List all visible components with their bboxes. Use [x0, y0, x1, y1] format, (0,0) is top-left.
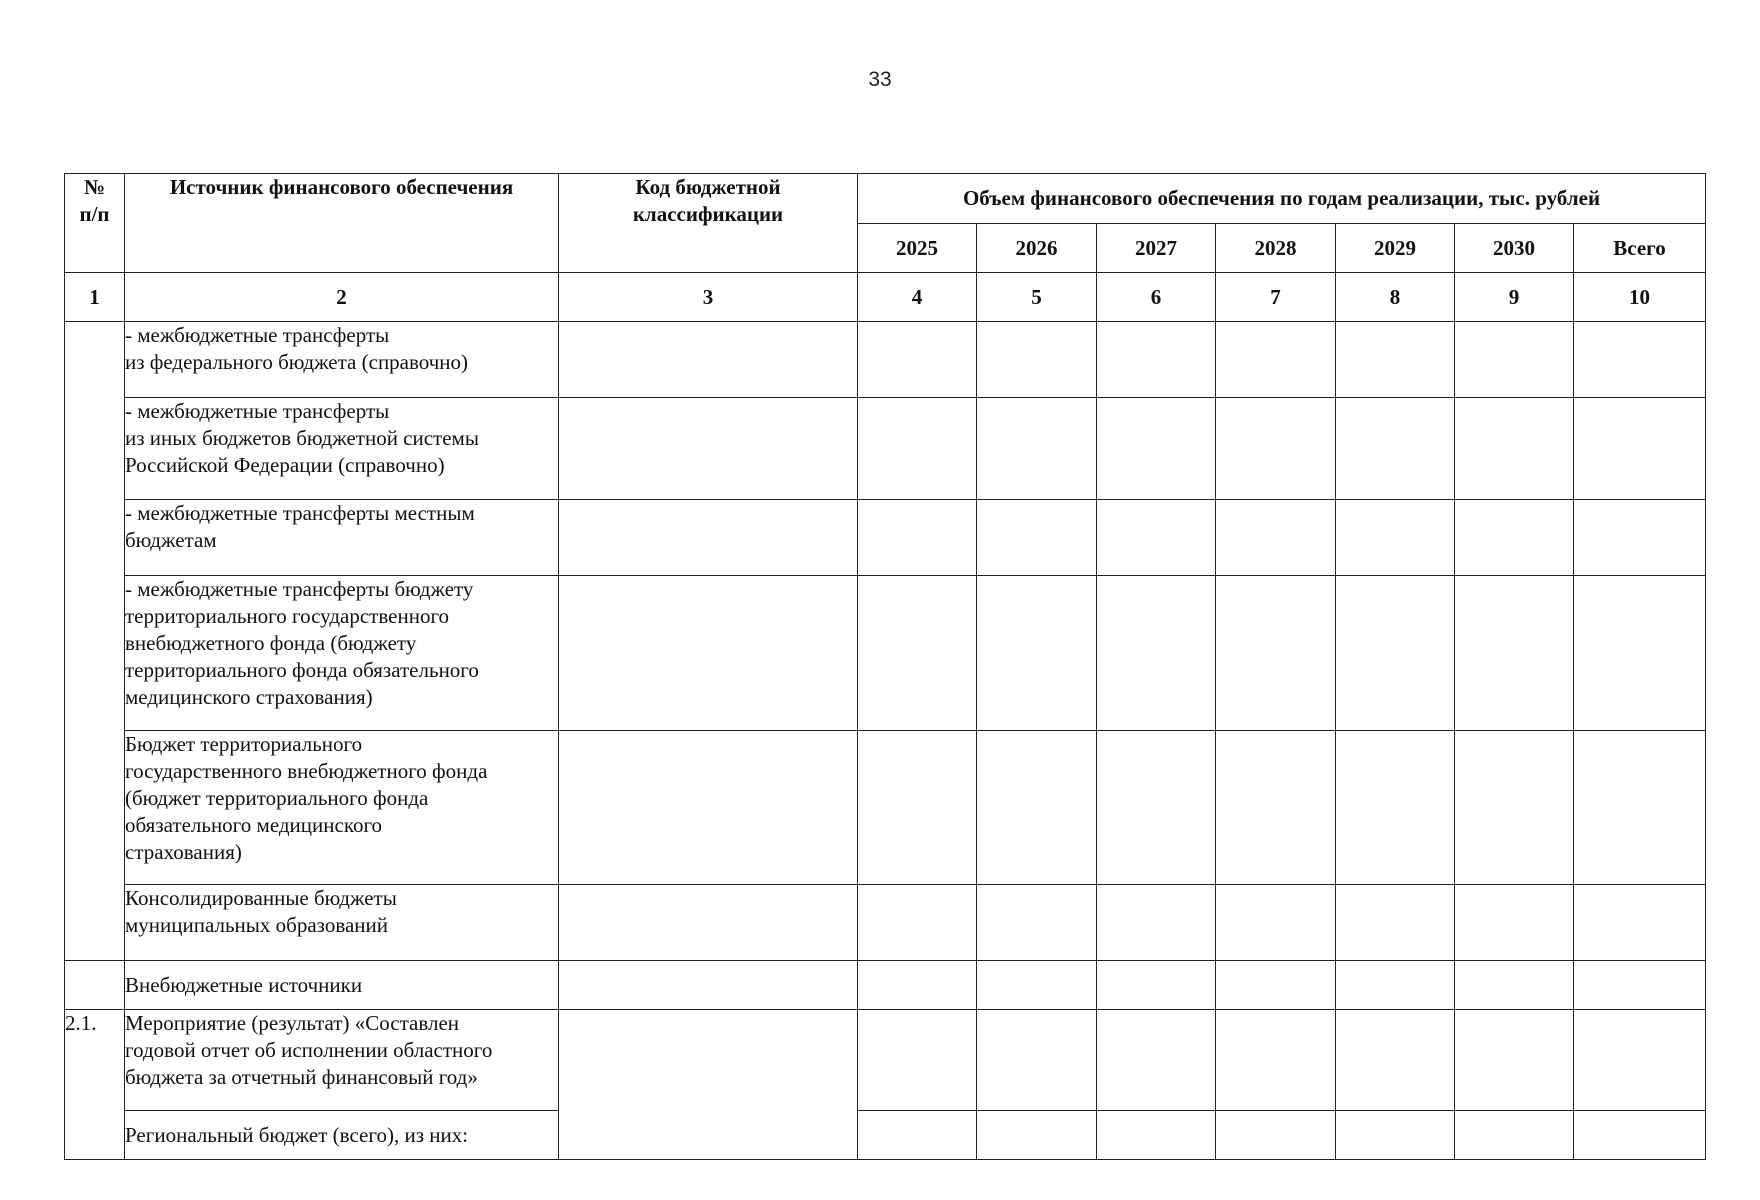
code-cell — [559, 1010, 858, 1160]
row-index-cell — [65, 961, 125, 1010]
value-cell-2029 — [1336, 885, 1455, 961]
source-line: - межбюджетные трансферты местным — [125, 501, 475, 525]
value-cell-2029 — [1336, 500, 1455, 576]
source-cell — [125, 398, 559, 500]
source-line: территориального фонда обязательного — [125, 658, 479, 682]
value-cell-total — [1574, 1111, 1706, 1160]
code-cell — [559, 576, 858, 731]
code-cell — [559, 885, 858, 961]
header-source: Источник финансового обеспечения — [125, 174, 559, 273]
source-line: муниципальных образований — [125, 913, 388, 937]
value-cell-total — [1574, 961, 1706, 1010]
financing-table — [64, 173, 1706, 1160]
value-cell-2030 — [1455, 322, 1574, 398]
row-index-cell: 2.1. — [65, 1010, 125, 1160]
header-code — [559, 174, 858, 273]
column-number: 10 — [1574, 273, 1706, 322]
value-cell-2028 — [1216, 731, 1336, 885]
value-cell-2027 — [1097, 398, 1216, 500]
code-cell — [559, 961, 858, 1010]
value-cell-2028 — [1216, 1111, 1336, 1160]
value-cell-2029 — [1336, 731, 1455, 885]
code-cell — [559, 398, 858, 500]
value-cell-2030 — [1455, 885, 1574, 961]
source-line: Консолидированные бюджеты — [125, 886, 397, 910]
header-code-line: классификации — [632, 202, 784, 226]
header-index-line: № — [83, 175, 106, 199]
source-line: бюджета за отчетный финансовый год» — [125, 1065, 478, 1089]
table-row — [65, 500, 1706, 576]
header-volume: Объем финансового обеспечения по годам реализации, тыс. рублей — [858, 174, 1706, 224]
value-cell-2027 — [1097, 1111, 1216, 1160]
value-cell-2025 — [858, 322, 977, 398]
value-cell-2025 — [858, 398, 977, 500]
value-cell-2030 — [1455, 731, 1574, 885]
source-cell — [125, 500, 559, 576]
source-line: - межбюджетные трансферты бюджету — [125, 577, 474, 601]
source-line: Внебюджетные источники — [125, 972, 363, 997]
column-number: 6 — [1097, 273, 1216, 322]
table-row — [65, 731, 1706, 885]
value-cell-2025 — [858, 1010, 977, 1111]
source-line: Региональный бюджет (всего), из них: — [125, 1122, 469, 1147]
source-line: бюджетам — [125, 528, 217, 552]
value-cell-2027 — [1097, 731, 1216, 885]
value-cell-total — [1574, 322, 1706, 398]
value-cell-2027 — [1097, 1010, 1216, 1111]
table-row — [65, 576, 1706, 731]
header-row-top — [65, 174, 1706, 224]
value-cell-2030 — [1455, 1010, 1574, 1111]
column-number: 1 — [65, 273, 125, 322]
value-cell-total — [1574, 885, 1706, 961]
value-cell-2028 — [1216, 885, 1336, 961]
table-row — [65, 885, 1706, 961]
source-cell — [125, 885, 559, 961]
source-line: (бюджет территориального фонда — [125, 786, 429, 810]
source-cell — [125, 1111, 559, 1160]
value-cell-2028 — [1216, 961, 1336, 1010]
source-line: территориального государственного — [125, 604, 450, 628]
source-line: страхования) — [125, 840, 242, 864]
value-cell-2028 — [1216, 576, 1336, 731]
source-line: - межбюджетные трансферты — [125, 323, 390, 347]
column-number-row — [65, 273, 1706, 322]
column-number: 2 — [125, 273, 559, 322]
source-line: обязательного медицинского — [125, 813, 383, 837]
table-row — [65, 322, 1706, 398]
header-year-2028: 2028 — [1216, 224, 1336, 273]
code-cell — [559, 731, 858, 885]
value-cell-2028 — [1216, 398, 1336, 500]
value-cell-2030 — [1455, 961, 1574, 1010]
value-cell-2028 — [1216, 322, 1336, 398]
value-cell-2026 — [977, 1010, 1097, 1111]
value-cell-2027 — [1097, 576, 1216, 731]
value-cell-2026 — [977, 885, 1097, 961]
source-line: Российской Федерации (справочно) — [125, 453, 445, 477]
table-row — [65, 1010, 1706, 1111]
page-number: 33 — [868, 68, 892, 91]
value-cell-2026 — [977, 398, 1097, 500]
source-cell — [125, 1010, 559, 1111]
source-line: - межбюджетные трансферты — [125, 399, 390, 423]
code-cell — [559, 500, 858, 576]
value-cell-2029 — [1336, 322, 1455, 398]
value-cell-2026 — [977, 322, 1097, 398]
source-line: государственного внебюджетного фонда — [125, 759, 488, 783]
value-cell-2025 — [858, 576, 977, 731]
table-row — [65, 961, 1706, 1010]
value-cell-2025 — [858, 885, 977, 961]
value-cell-2029 — [1336, 576, 1455, 731]
header-total: Всего — [1574, 224, 1706, 273]
source-cell — [125, 322, 559, 398]
value-cell-2030 — [1455, 398, 1574, 500]
value-cell-2025 — [858, 731, 977, 885]
source-line: Мероприятие (результат) «Составлен — [125, 1011, 460, 1035]
table-row — [65, 398, 1706, 500]
value-cell-2026 — [977, 961, 1097, 1010]
header-index-line: п/п — [79, 202, 110, 226]
source-line: из иных бюджетов бюджетной системы — [125, 426, 479, 450]
row-index-cell — [65, 322, 125, 961]
value-cell-2029 — [1336, 1010, 1455, 1111]
value-cell-2027 — [1097, 961, 1216, 1010]
source-line: годовой отчет об исполнении областного — [125, 1038, 493, 1062]
value-cell-total — [1574, 500, 1706, 576]
value-cell-2029 — [1336, 398, 1455, 500]
column-number: 5 — [977, 273, 1097, 322]
source-cell — [125, 576, 559, 731]
value-cell-2030 — [1455, 576, 1574, 731]
value-cell-2025 — [858, 1111, 977, 1160]
value-cell-2027 — [1097, 322, 1216, 398]
value-cell-2026 — [977, 731, 1097, 885]
value-cell-2027 — [1097, 500, 1216, 576]
value-cell-2025 — [858, 961, 977, 1010]
value-cell-2028 — [1216, 1010, 1336, 1111]
value-cell-2028 — [1216, 500, 1336, 576]
value-cell-2026 — [977, 1111, 1097, 1160]
column-number: 3 — [559, 273, 858, 322]
value-cell-2029 — [1336, 1111, 1455, 1160]
value-cell-2029 — [1336, 961, 1455, 1010]
value-cell-2025 — [858, 500, 977, 576]
value-cell-2026 — [977, 576, 1097, 731]
column-number: 8 — [1336, 273, 1455, 322]
value-cell-2026 — [977, 500, 1097, 576]
value-cell-2030 — [1455, 500, 1574, 576]
value-cell-total — [1574, 398, 1706, 500]
table-row — [65, 1111, 1706, 1160]
header-year-2030: 2030 — [1455, 224, 1574, 273]
column-number: 7 — [1216, 273, 1336, 322]
code-cell — [559, 322, 858, 398]
source-line: внебюджетного фонда (бюджету — [125, 631, 417, 655]
value-cell-2030 — [1455, 1111, 1574, 1160]
source-line: Бюджет территориального — [125, 732, 363, 756]
source-line: из федерального бюджета (справочно) — [125, 350, 469, 374]
header-year-2025: 2025 — [858, 224, 977, 273]
header-year-2029: 2029 — [1336, 224, 1455, 273]
source-cell — [125, 961, 559, 1010]
column-number: 4 — [858, 273, 977, 322]
value-cell-total — [1574, 1010, 1706, 1111]
header-year-2027: 2027 — [1097, 224, 1216, 273]
value-cell-2027 — [1097, 885, 1216, 961]
header-code-line: Код бюджетной — [635, 175, 781, 199]
column-number: 9 — [1455, 273, 1574, 322]
header-year-2026: 2026 — [977, 224, 1097, 273]
source-line: медицинского страхования) — [125, 685, 373, 709]
value-cell-total — [1574, 576, 1706, 731]
source-cell — [125, 731, 559, 885]
value-cell-total — [1574, 731, 1706, 885]
header-index — [65, 174, 125, 273]
